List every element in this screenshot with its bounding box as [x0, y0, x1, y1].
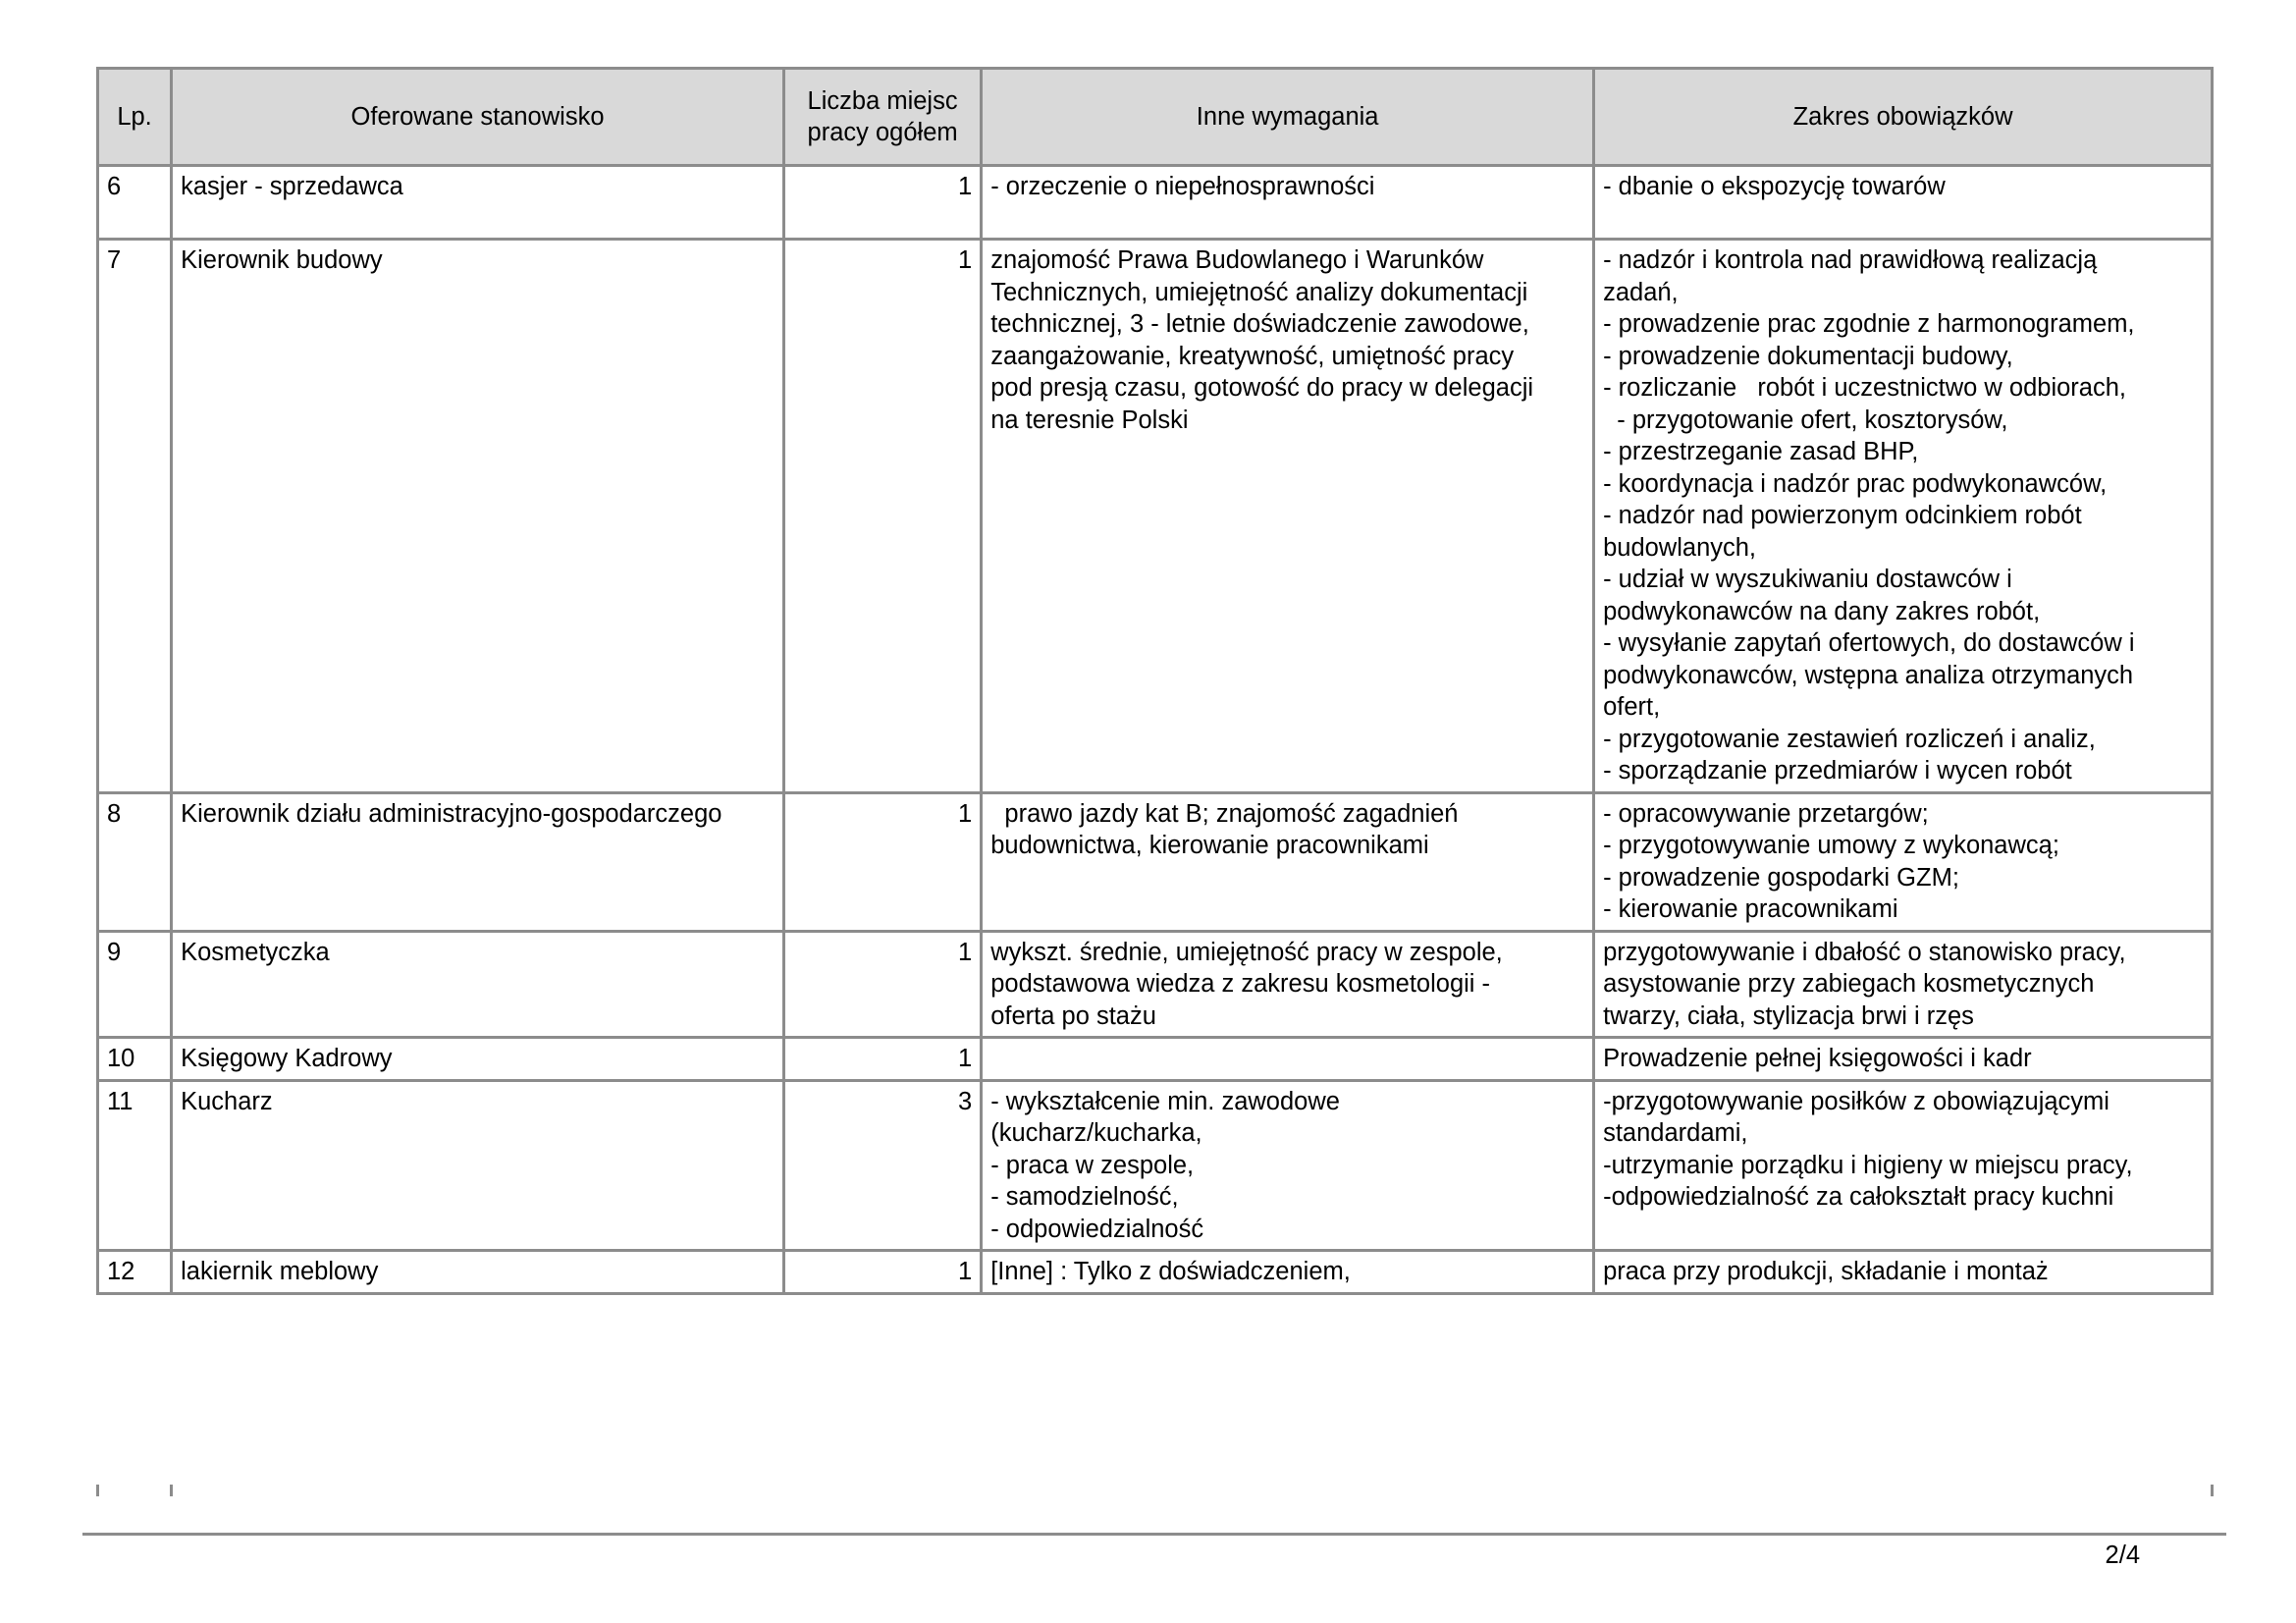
duties-line: - prowadzenie prac zgodnie z harmonogramem,	[1603, 310, 2135, 338]
cell-requirements	[982, 240, 1594, 793]
requirements-line: na teresnie Polski	[990, 406, 1189, 434]
header-requirements: Inne wymagania	[982, 69, 1594, 166]
requirements-line: wykszt. średnie, umiejętność pracy w zespole,	[990, 938, 1503, 966]
table-continuation	[96, 1485, 2214, 1496]
cell-lp: 10	[98, 1038, 172, 1081]
table-row	[98, 1038, 2213, 1081]
cell-position: Kosmetyczka	[172, 931, 784, 1038]
cell-duties	[1594, 792, 2213, 931]
duties-line: - sporządzanie przedmiarów i wycen robót	[1603, 757, 2072, 784]
requirements-line: - odpowiedzialność	[990, 1215, 1204, 1243]
header-lp: Lp.	[98, 69, 172, 166]
cell-count: 1	[783, 792, 981, 931]
duties-line: - przygotowanie ofert, kosztorysów,	[1603, 406, 2008, 434]
duties-line: Prowadzenie pełnej księgowości i kadr	[1603, 1045, 2032, 1072]
requirements-line: [Inne] : Tylko z doświadczeniem,	[990, 1258, 1351, 1285]
cell-lp: 6	[98, 166, 172, 240]
duties-line: - rozliczanie robót i uczestnictwo w odbiorach,	[1603, 374, 2126, 402]
table-row	[98, 1251, 2213, 1294]
duties-line: -przygotowywanie posiłków z obowiązującymi	[1603, 1087, 2109, 1115]
cell-position: Księgowy Kadrowy	[172, 1038, 784, 1081]
table-row	[98, 931, 2213, 1038]
requirements-line: - wykształcenie min. zawodowe	[990, 1087, 1340, 1115]
cell-count: 1	[783, 166, 981, 240]
cell-duties	[1594, 1038, 2213, 1081]
duties-line: - nadzór i kontrola nad prawidłową realizacją	[1603, 246, 2098, 274]
cell-lp: 9	[98, 931, 172, 1038]
duties-line: - przestrzeganie zasad BHP,	[1603, 438, 1919, 465]
cell-lp: 11	[98, 1080, 172, 1251]
cell-duties	[1594, 931, 2213, 1038]
duties-line: standardami,	[1603, 1119, 1748, 1147]
duties-line: - przygotowanie zestawień rozliczeń i analiz,	[1603, 725, 2096, 753]
cell-requirements	[982, 1251, 1594, 1294]
cell-lp: 12	[98, 1251, 172, 1294]
cell-count: 3	[783, 1080, 981, 1251]
requirements-line: budownictwa, kierowanie pracownikami	[990, 832, 1429, 859]
duties-line: ofert,	[1603, 693, 1661, 721]
table-row	[98, 240, 2213, 793]
header-position: Oferowane stanowisko	[172, 69, 784, 166]
requirements-line: Technicznych, umiejętność analizy dokumentacji	[990, 278, 1528, 306]
cell-requirements	[982, 1080, 1594, 1251]
duties-line: - kierowanie pracownikami	[1603, 895, 1898, 923]
duties-line: asystowanie przy zabiegach kosmetycznych	[1603, 970, 2095, 998]
requirements-line: oferta po stażu	[990, 1001, 1156, 1030]
duties-line: - przygotowywanie umowy z wykonawcą;	[1603, 832, 2059, 859]
cell-requirements	[982, 166, 1594, 240]
requirements-line: podstawowa wiedza z zakresu kosmetologii -	[990, 970, 1491, 998]
job-offers-table	[96, 67, 2214, 1295]
header-duties: Zakres obowiązków	[1594, 69, 2213, 166]
requirements-line: - orzeczenie o niepełnosprawności	[990, 173, 1375, 200]
cell-duties	[1594, 166, 2213, 240]
requirements-line: pod presją czasu, gotowość do pracy w delegacji	[990, 374, 1534, 402]
cell-position: Kucharz	[172, 1080, 784, 1251]
requirements-line: (kucharz/kucharka,	[990, 1119, 1202, 1147]
requirements-line: znajomość Prawa Budowlanego i Warunków	[990, 246, 1484, 274]
duties-line: przygotowywanie i dbałość o stanowisko pracy,	[1603, 938, 2126, 966]
table-row	[98, 792, 2213, 931]
header-count	[783, 69, 981, 166]
duties-line: - dbanie o ekspozycję towarów	[1603, 173, 1946, 200]
requirements-line: prawo jazdy kat B; znajomość zagadnień	[990, 799, 1459, 828]
cell-count: 1	[783, 931, 981, 1038]
cell-count: 1	[783, 1038, 981, 1081]
duties-line: budowlanych,	[1603, 533, 1757, 562]
header-count-line2: pracy ogółem	[807, 119, 958, 146]
duties-line: podwykonawców na dany zakres robót,	[1603, 597, 2041, 625]
duties-line: - opracowywanie przetargów;	[1603, 799, 1929, 828]
cell-duties	[1594, 1080, 2213, 1251]
footer-divider	[82, 1533, 2226, 1536]
duties-line: - nadzór nad powierzonym odcinkiem robót	[1603, 502, 2082, 529]
requirements-line: - samodzielność,	[990, 1183, 1179, 1211]
cell-requirements	[982, 792, 1594, 931]
table-row	[98, 1080, 2213, 1251]
duties-line: - wysyłanie zapytań ofertowych, do dostawców i	[1603, 629, 2135, 657]
duties-line: praca przy produkcji, składanie i montaż	[1603, 1258, 2049, 1285]
cell-duties	[1594, 1251, 2213, 1294]
duties-line: - udział w wyszukiwaniu dostawców i	[1603, 566, 2012, 593]
cell-position: lakiernik meblowy	[172, 1251, 784, 1294]
header-count-line1: Liczba miejsc	[807, 86, 958, 115]
cell-count: 1	[783, 1251, 981, 1294]
page-number: 2/4	[2105, 1542, 2140, 1569]
duties-line: -utrzymanie porządku i higieny w miejscu pracy,	[1603, 1151, 2133, 1179]
cell-requirements	[982, 1038, 1594, 1081]
duties-line: zadań,	[1603, 278, 1679, 306]
requirements-line: zaangażowanie, kreatywność, umiętność pracy	[990, 342, 1515, 370]
cell-position: Kierownik budowy	[172, 240, 784, 793]
duties-line: podwykonawców, wstępna analiza otrzymanych	[1603, 661, 2134, 689]
cell-lp: 8	[98, 792, 172, 931]
requirements-line: - praca w zespole,	[990, 1151, 1195, 1179]
requirements-line: technicznej, 3 - letnie doświadczenie zawodowe,	[990, 310, 1529, 338]
table-header-row	[98, 69, 2213, 166]
duties-line: -odpowiedzialność za całokształt pracy kuchni	[1603, 1183, 2114, 1211]
cell-lp: 7	[98, 240, 172, 793]
duties-line: - koordynacja i nadzór prac podwykonawców,	[1603, 469, 2108, 498]
duties-line: - prowadzenie gospodarki GZM;	[1603, 863, 1959, 892]
cell-position: Kierownik działu administracyjno-gospodarczego	[172, 792, 784, 931]
cell-position: kasjer - sprzedawca	[172, 166, 784, 240]
cell-duties	[1594, 240, 2213, 793]
duties-line: - prowadzenie dokumentacji budowy,	[1603, 342, 2013, 370]
table-row	[98, 166, 2213, 240]
cell-count: 1	[783, 240, 981, 793]
duties-line: twarzy, ciała, stylizacja brwi i rzęs	[1603, 1001, 1974, 1030]
cell-requirements	[982, 931, 1594, 1038]
